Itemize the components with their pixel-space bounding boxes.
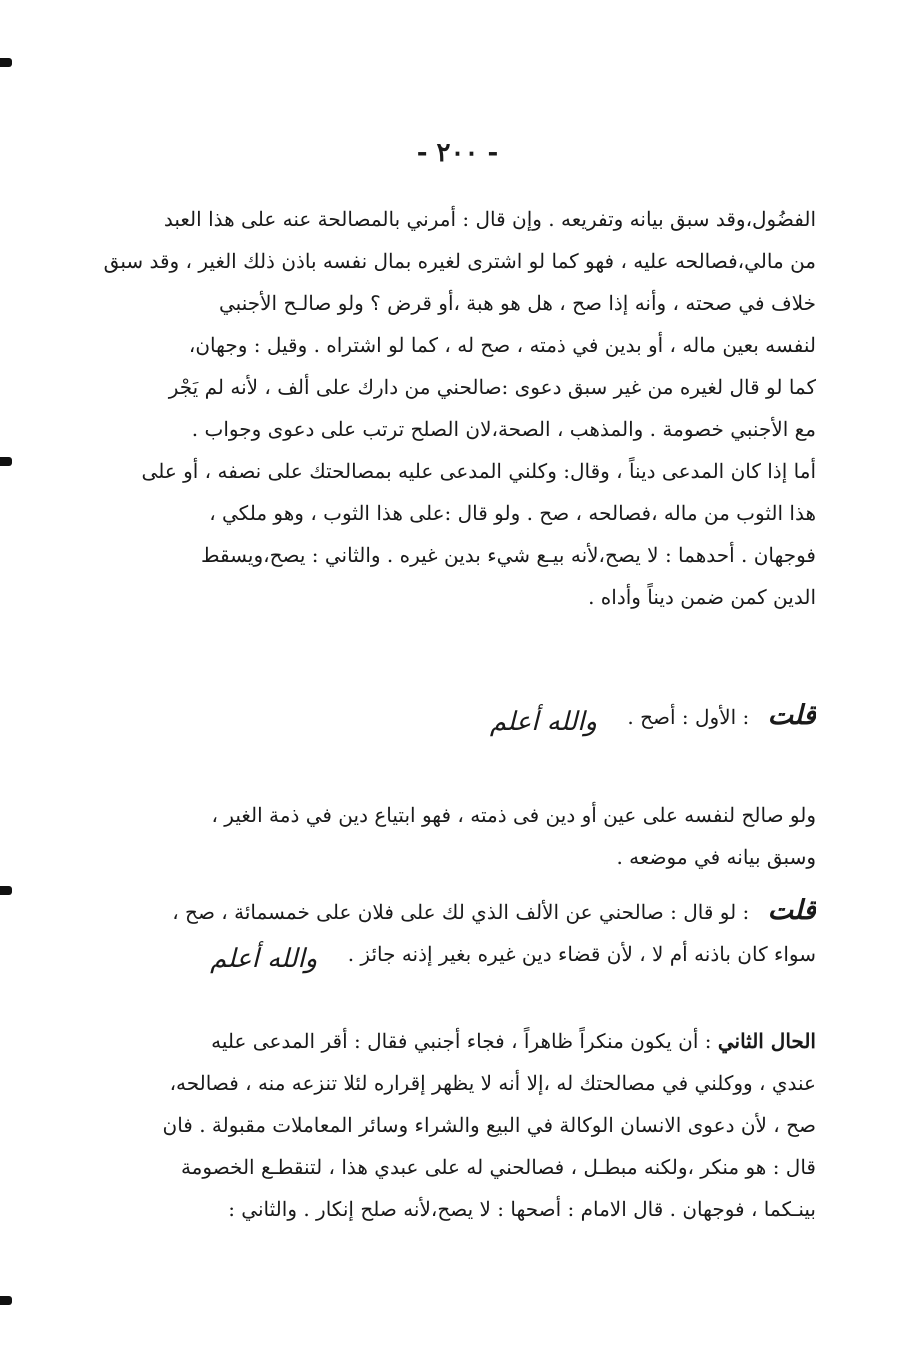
text-line: هذا الثوب من ماله ،فصالحه ، صح . ولو قال :على هذا الثوب ، وهو ملكي ، — [209, 501, 816, 525]
text-line: خلاف في صحته ، وأنه إذا صح ، هل هو هبة ،أو قرض ؟ ولو صالـح الأجنبي — [219, 291, 816, 315]
note-text: سواء كان باذنه أم لا ، لأن قضاء دين غيره بغير إذنه جائز . — [347, 942, 816, 966]
scan-edge-mark — [0, 1296, 12, 1305]
scan-edge-mark — [0, 457, 12, 466]
text-line: قال : هو منكر ،ولكنه مبطـل ، فصالحني له على عبدي هذا ، لتنقطـع الخصومة — [180, 1155, 816, 1179]
text-line — [96, 1020, 816, 1062]
text-line: كما لو قال لغيره من غير سبق دعوى :صالحني من دارك على ألف ، لأنه لم يَجْر — [168, 375, 816, 399]
note-line — [96, 890, 816, 932]
text-line: ولو صالح لنفسه على عين أو دين فى ذمته ، فهو ابتياع دين في ذمة الغير ، — [211, 803, 816, 827]
closing-formula: والله أعلم — [489, 707, 598, 737]
section-lead: الحال الثاني — [717, 1029, 816, 1053]
section-lead-rest: : أن يكون منكراً ظاهراً ، فجاء أجنبي فقال : أقر المدعى عليه — [211, 1029, 712, 1053]
text-line: وسبق بيانه في موضعه . — [616, 845, 816, 869]
text-line: الفضُول،وقد سبق بيانه وتفريعه . وإن قال : أمرني بالمصالحة عنه على هذا العبد — [163, 207, 816, 231]
note-block-1 — [96, 692, 816, 740]
closing-formula: والله أعلم — [210, 944, 318, 974]
text-line: لنفسه بعين ماله ، أو بدين في ذمته ، صح له ، كما لو اشتراه . وقيل : وجهان، — [188, 333, 816, 357]
note-label: قلت — [767, 700, 816, 731]
paragraph-block-3 — [96, 1020, 816, 1230]
note-line — [96, 692, 816, 740]
note-block-2 — [96, 890, 816, 974]
text-line: الدين كمن ضمن ديناً وأداه . — [588, 585, 816, 609]
text-line: بينـكما ، فوجهان . قال الامام : أصحها : لا يصح،لأنه صلح إنكار . والثاني : — [228, 1197, 816, 1221]
note-label: قلت — [767, 895, 816, 926]
text-line: صح ، لأن دعوى الانسان الوكالة في البيع والشراء وسائر المعاملات مقبولة . فان — [162, 1113, 816, 1137]
scan-edge-mark — [0, 886, 12, 895]
paragraph-block-1 — [96, 198, 816, 618]
text-line: أما إذا كان المدعى ديناً ، وقال: وكلني المدعى عليه بمصالحتك على نصفه ، أو على — [141, 459, 816, 483]
text-line: عندي ، ووكلني في مصالحتك له ،إلا أنه لا يظهر إقراره لئلا تنزعه منه ، فصالحه، — [169, 1071, 816, 1095]
text-line: مع الأجنبي خصومة . والمذهب ، الصحة،لان الصلح ترتب على دعوى وجواب . — [191, 417, 816, 441]
note-text: : الأول : أصح . — [627, 705, 750, 729]
paragraph-block-2 — [96, 794, 816, 878]
note-text: : لو قال : صالحني عن الألف الذي لك على فلان على خمسمائة ، صح ، — [172, 900, 750, 924]
scan-edge-mark — [0, 58, 12, 67]
page-number: - ٢٠٠ - — [416, 138, 499, 168]
text-line: من مالي،فصالحه عليه ، فهو كما لو اشترى لغيره بمال نفسه باذن ذلك الغير ، وقد سبق — [103, 249, 816, 273]
text-line: فوجهان . أحدهما : لا يصح،لأنه بيـع شيء بدين غيره . والثاني : يصح،ويسقط — [200, 543, 816, 567]
note-line — [96, 932, 816, 974]
